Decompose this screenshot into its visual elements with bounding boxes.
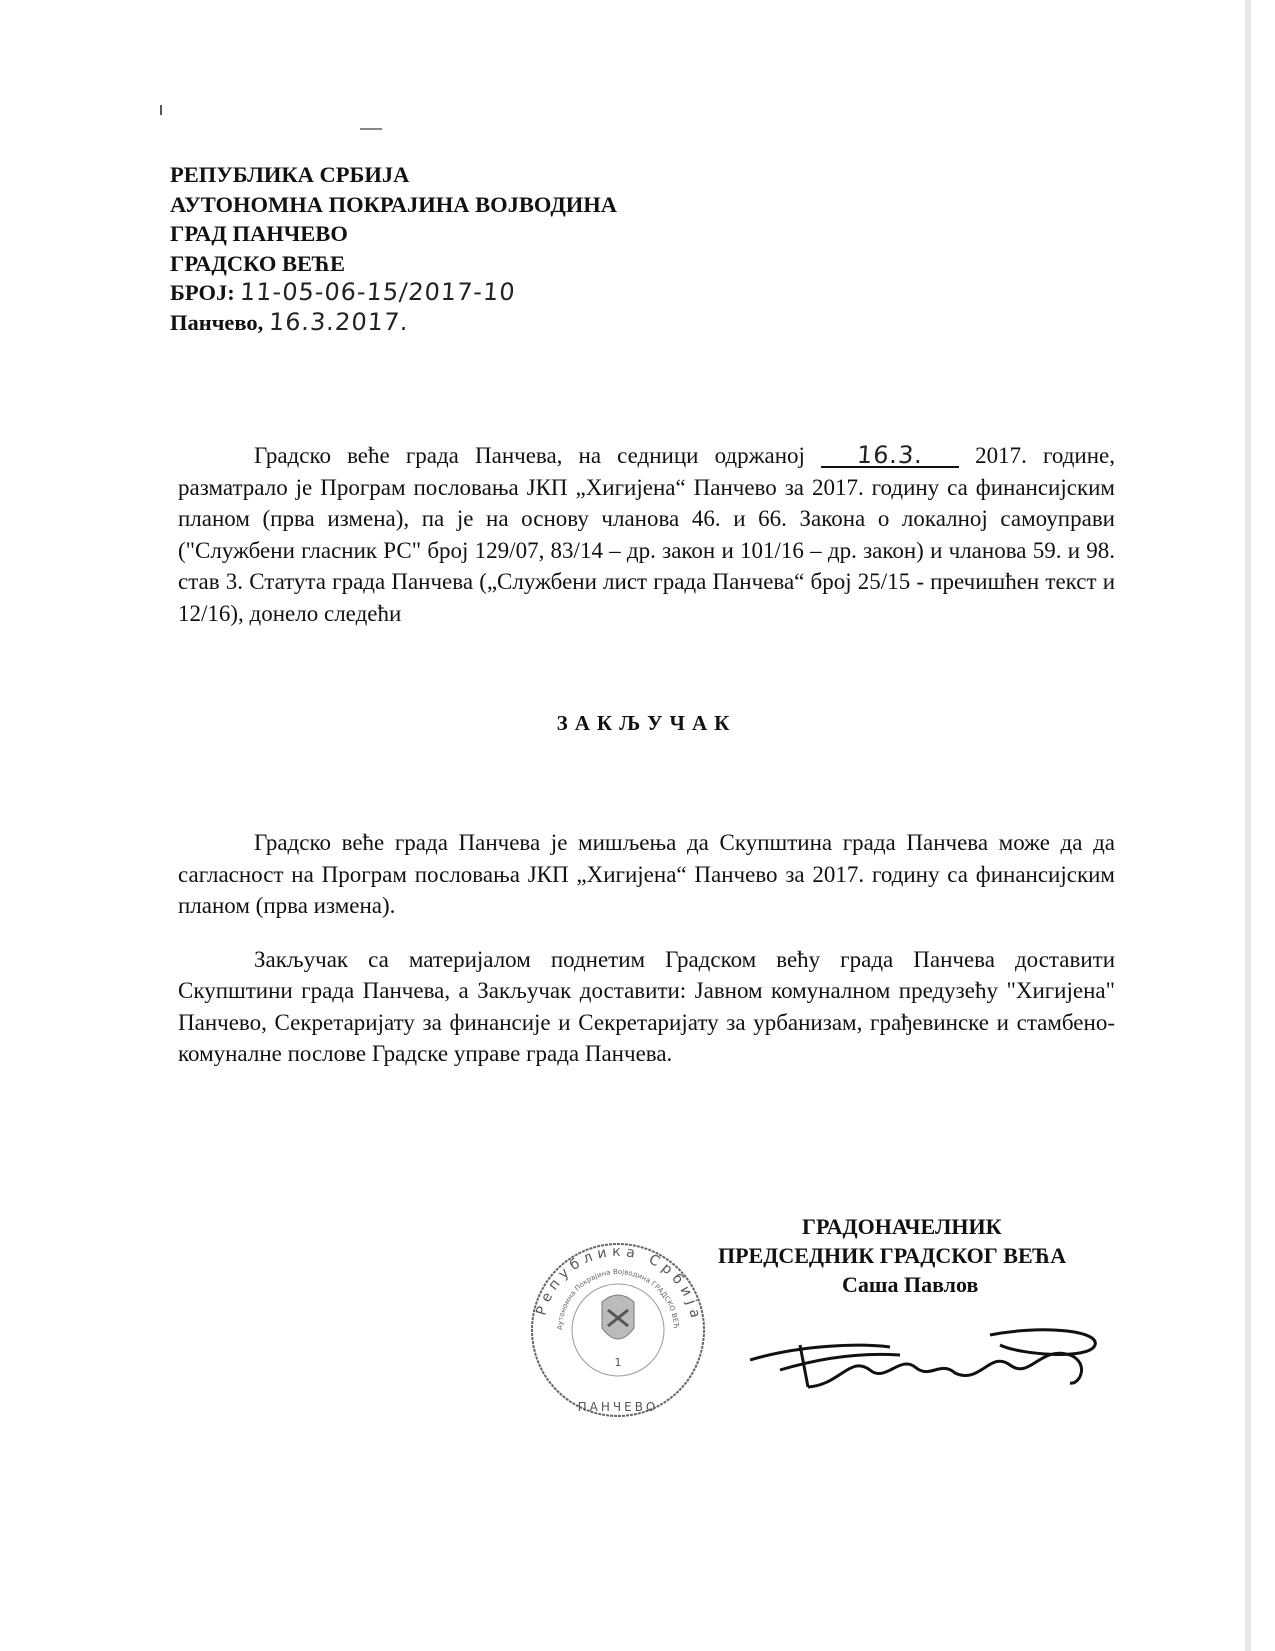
handwritten-date: 16.3.2017. — [267, 307, 410, 336]
delivery-paragraph: Закључак са материјалом поднетим Градском већу града Панчева доставити Скупштини града Панчева, а Закључак доставити: Јавном комуналном предузећу "Хигијена" Панчево, Секретаријату за финансије и Секретаријату за урбанизам, грађевинске и стамбено-комуналне послове Градске управе града Панчева. — [178, 946, 1115, 1066]
handwritten-signature — [740, 1325, 1140, 1410]
conclusion-paragraph: Градско веће града Панчева је мишљења да Скупштина града Панчева може да да сагласност на Програм пословања ЈКП „Хигијена“ Панчево за 2017. годину са финансијским планом (прва измена). — [178, 830, 1115, 918]
signatory-title-mayor: ГРАДОНАЧЕЛНИК — [802, 1214, 1002, 1239]
letterhead — [170, 160, 617, 337]
letterhead-country: РЕПУБЛИКА СРБИЈА — [170, 162, 410, 187]
document-date: Панчево, 16.3.2017. — [170, 307, 410, 336]
scan-speck — [160, 105, 162, 115]
session-date-blank — [821, 441, 959, 469]
scan-speck — [360, 128, 382, 130]
signatory-title-president: ПРЕДСЕДНИК ГРАДСКОГ ВЕЋА — [718, 1243, 1067, 1268]
coat-of-arms-icon — [602, 1295, 634, 1339]
handwritten-session-date: 16.3. — [856, 441, 925, 469]
document-body — [178, 440, 1115, 1070]
intro-paragraph: Градско веће града Панчева, на седници одржаној 16.3. 2017. године, разматрало је Програм пословања ЈКП „Хигијена“ Панчево за 2017. годину са финансијским планом (прва измена), па је на основу чланова 46. и 66. Закона о локалној самоуправи ("Службени гласник РС" број 129/07, 83/14 – др. закон и 101/16 – др. закон) и чланова 59. и 98. став 3. Статута града Панчева („Службени лист града Панчева“ број 25/15 - пречишћен текст и 12/16), донело следећи — [178, 441, 1115, 626]
signature-block — [718, 1212, 1067, 1299]
stamp-number: 1 — [614, 1356, 622, 1369]
official-stamp — [528, 1240, 708, 1425]
signatory-name: Саша Павлов — [842, 1272, 979, 1297]
handwritten-number: 11-05-06-15/2017-10 — [239, 278, 517, 306]
stamp-inner-text: Аутономна Покрајина Војводина ГРАДСКО ВЕЋ — [555, 1267, 681, 1331]
letterhead-council: ГРАДСКО ВЕЋЕ — [170, 250, 346, 276]
document-title: ЗАКЉУЧАК — [556, 711, 737, 735]
scan-edge — [1245, 0, 1251, 1651]
letterhead-city: ГРАД ПАНЧЕВО — [170, 221, 348, 246]
document-number: БРОЈ: 11-05-06-15/2017-10 — [170, 278, 517, 306]
stamp-bottom-text: ПАНЧЕВО — [577, 1400, 659, 1414]
stamp-outer-text: Република Србија — [533, 1243, 704, 1325]
letterhead-province: АУТОНОМНА ПОКРАЈИНА ВОЈВОДИНА — [170, 191, 618, 217]
